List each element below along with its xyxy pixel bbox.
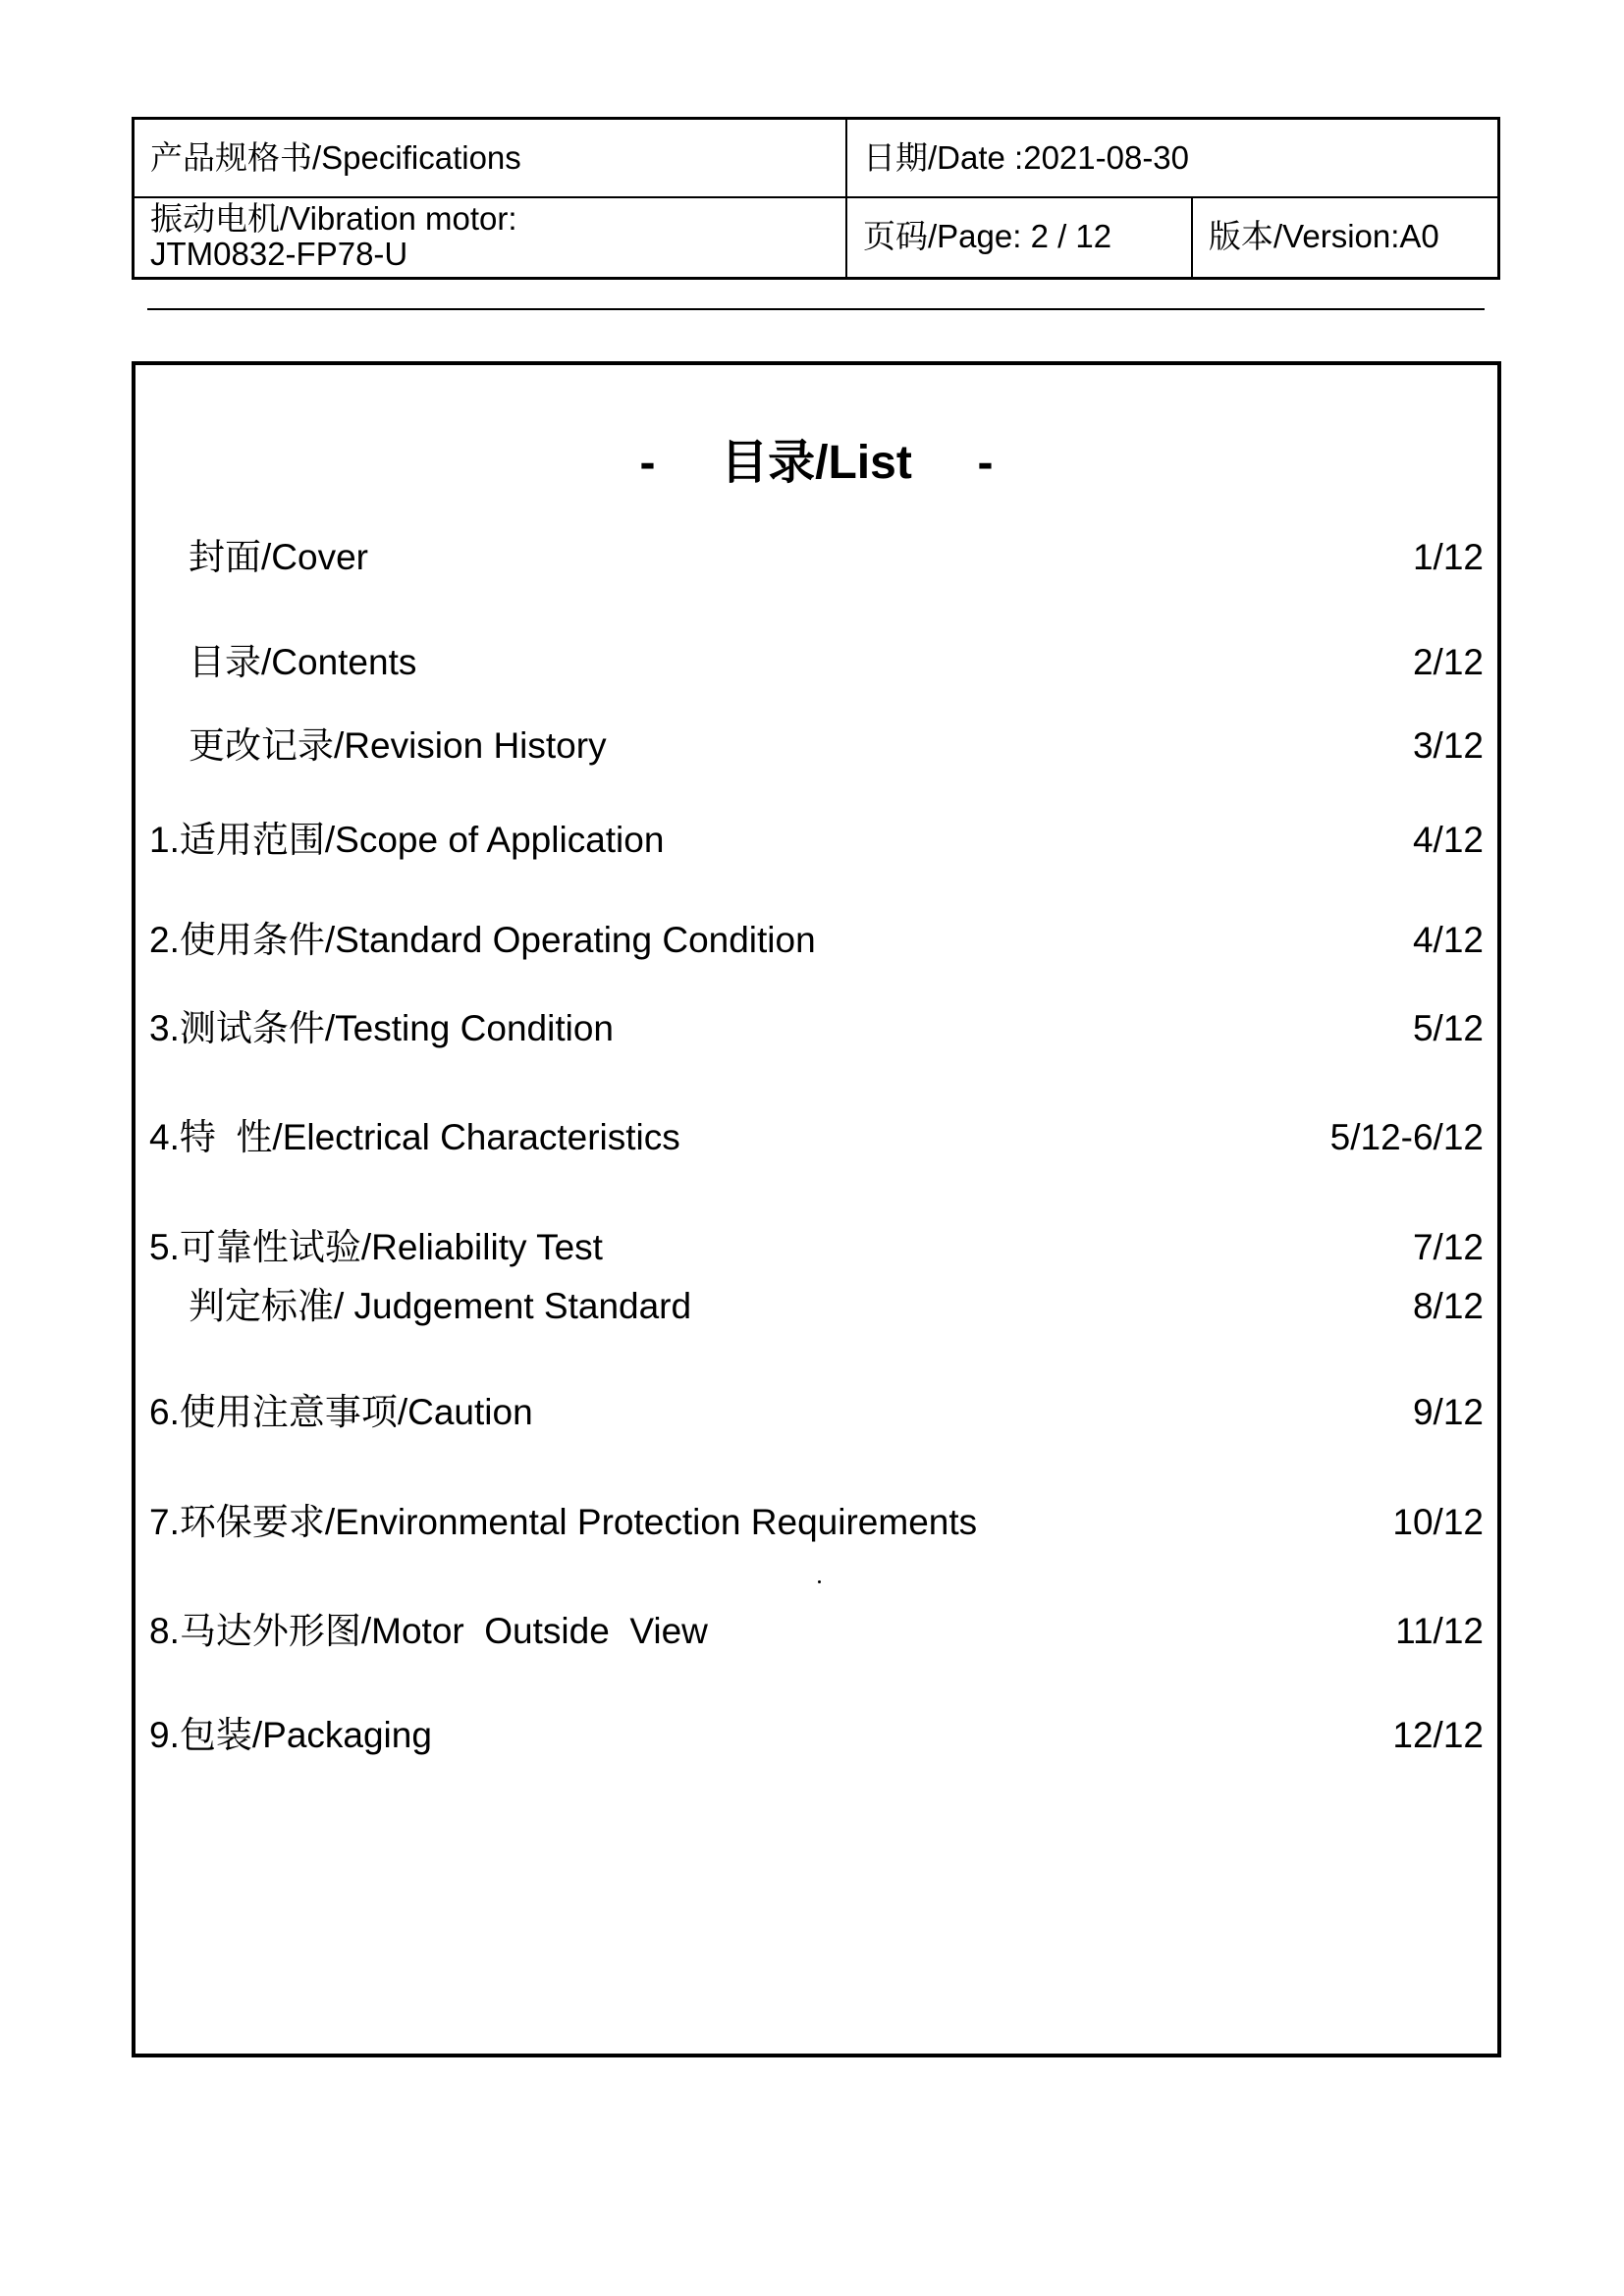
toc-entry-label: 8.马达外形图/Motor Outside View	[149, 1611, 708, 1651]
header-separator-line	[147, 308, 1485, 310]
toc-entry-page: 5/12	[1412, 1008, 1484, 1048]
toc-title: - 目录/List -	[639, 437, 994, 489]
toc-entry-page: 11/12	[1395, 1611, 1484, 1651]
table-of-contents-box	[132, 361, 1501, 2057]
toc-entry-label: 3.测试条件/Testing Condition	[149, 1008, 614, 1048]
toc-entry-page: 10/12	[1392, 1502, 1484, 1542]
toc-entry-label: 4.特 性/Electrical Characteristics	[149, 1117, 680, 1157]
page-number: 页码/Page: 2 / 12	[863, 218, 1112, 254]
toc-entry-label: 目录/Contents	[189, 642, 417, 682]
toc-entry-page: 1/12	[1412, 537, 1484, 577]
document-header-table	[132, 117, 1500, 280]
product-name	[135, 196, 845, 277]
toc-entry-page: 7/12	[1412, 1227, 1484, 1267]
header-row-1	[135, 120, 1497, 198]
product-type: 振动电机/Vibration motor:	[150, 200, 517, 237]
toc-entry-label: 封面/Cover	[189, 537, 368, 577]
spec-title: 产品规格书/Specifications	[150, 139, 521, 176]
header-row-2	[135, 196, 1497, 277]
stray-dot-mark	[818, 1580, 821, 1583]
product-model: JTM0832-FP78-U	[150, 236, 408, 272]
toc-entry-page: 2/12	[1412, 642, 1484, 682]
toc-entry-page: 3/12	[1412, 725, 1484, 766]
toc-entry-label: 判定标准/ Judgement Standard	[189, 1286, 692, 1326]
toc-entry-page: 4/12	[1412, 920, 1484, 960]
version-field: 版本/Version:A0	[1209, 218, 1439, 254]
toc-entry-label: 2.使用条件/Standard Operating Condition	[149, 920, 816, 960]
toc-entry-page: 4/12	[1412, 820, 1484, 860]
date-field: 日期/Date :2021-08-30	[863, 139, 1190, 176]
toc-entry-page: 8/12	[1412, 1286, 1484, 1326]
toc-entry-label: 5.可靠性试验/Reliability Test	[149, 1227, 603, 1267]
toc-entry-label: 6.使用注意事项/Caution	[149, 1392, 533, 1432]
toc-entry-page: 9/12	[1412, 1392, 1484, 1432]
toc-entry-label: 1.适用范围/Scope of Application	[149, 820, 665, 860]
toc-entry-page: 12/12	[1392, 1715, 1484, 1755]
toc-entry-page: 5/12-6/12	[1329, 1117, 1484, 1157]
toc-entry-label: 9.包装/Packaging	[149, 1715, 432, 1755]
toc-entry-label: 7.环保要求/Environmental Protection Requirements	[149, 1502, 978, 1542]
toc-entry-label: 更改记录/Revision History	[189, 725, 607, 766]
